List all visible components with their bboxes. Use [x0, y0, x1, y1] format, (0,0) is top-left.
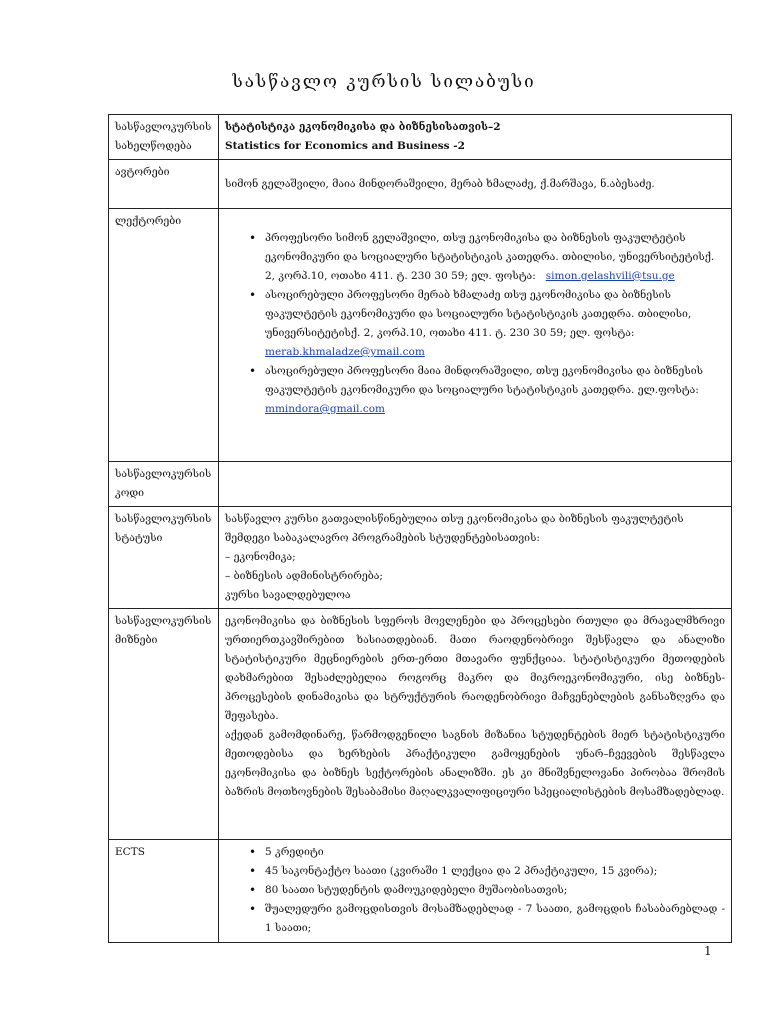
label-status: სასწავლოკურსის სტატუსი — [109, 507, 219, 609]
label-course-name: სასწავლოკურსის სახელწოდება — [109, 115, 219, 160]
value-ects — [219, 840, 732, 943]
ects-item: • 80 საათი სტუდენტის დამოუკიდებელი მუშაობისათვის; — [225, 881, 725, 900]
label-goals: სასწავლოკურსის მიზნები — [109, 609, 219, 840]
lecturer-item — [225, 229, 725, 286]
status-line: – ბიზნესის ადმინისტრირება; — [225, 570, 383, 582]
label-ects: ECTS — [109, 840, 219, 943]
ects-item: • 5 კრედიტი — [225, 843, 725, 862]
goals-paragraph: აქედან გამომდინარე, წარმოდგენილი საგნის მიზანია სტუდენტების მიერ სტატისტიკური მეთოდებისა და ხერხების პრაქტიკული გამოყენების უნარ–ჩვევების შესწავლა ეკონომიკისა და ბიზნეს სექტორების ანალიზში. ეს კი მნიშვნელოვანი პირობაა შრომის ბაზრის მოთხოვნების შესაბამისი მაღალკვალიფიციური სპეციალისტების მოსამზადებლად. — [225, 729, 725, 798]
table-row-code — [109, 462, 732, 507]
value-lecturers — [219, 209, 732, 462]
lecturer-email-link[interactable]: mmindora@gmail.com — [265, 403, 386, 415]
value-status — [219, 507, 732, 609]
table-row-authors — [109, 160, 732, 209]
value-course-name — [219, 115, 732, 160]
lecturer-item — [225, 286, 725, 362]
lecturer-info: პროფესორი სიმონ გელაშვილი, თსუ ეკონომიკისა და ბიზნესის ფაკულტეტის ეკონომიკური და სოციალური სტატისტიკის კათედრა. თბილისი, უნივერსიტეტისქ. 2, კორპ.10, ოთახი 411. ტ. 230 30 59; ელ. ფოსტა: — [265, 232, 715, 282]
table-row-lecturers — [109, 209, 732, 462]
table-row-status — [109, 507, 732, 609]
status-line: სასწავლო კურსი გათვალისწინებულია თსუ ეკონომიკისა და ბიზნესის ფაკულტეტის შემდეგი საბაკალავრო პროგრამების სტუდენტებისათვის: — [225, 513, 684, 544]
status-line: კურსი სავალდებულოა — [225, 589, 351, 601]
lecturer-item — [225, 362, 725, 419]
table-row-ects — [109, 840, 732, 943]
value-authors: სიმონ გელაშვილი, მაია მინდორაშვილი, მერაბ ხმალაძე, ქ.მარშავა, ნ.აბესაძე. — [219, 160, 732, 209]
ects-item: • შუალედური გამოცდისთვის მოსამზადებლად - 7 საათი, გამოცდის ჩასაბარებლად - 1 საათი; — [225, 900, 725, 938]
lecturer-email-link[interactable]: merab.khmaladze@ymail.com — [265, 346, 425, 358]
lecturer-list — [225, 229, 725, 419]
table-row-course-name — [109, 115, 732, 160]
lecturer-email-link[interactable]: simon.gelashvili@tsu.ge — [545, 270, 675, 282]
ects-item: • 45 საკონტაქტო საათი (კვირაში 1 ლექცია და 2 პრაქტიკული, 15 კვირა); — [225, 862, 725, 881]
label-code: სასწავლოკურსის კოდი — [109, 462, 219, 507]
value-code — [219, 462, 732, 507]
lecturer-info: ასოცირებული პროფესორი მაია მინდორაშვილი, თსუ ეკონომიკისა და ბიზნესის ფაკულტეტის ეკონომიკური და სოციალური სტატისტიკის კათედრა. ელ.ფოსტა: — [265, 365, 703, 396]
ects-list — [225, 843, 725, 938]
syllabus-table — [108, 114, 732, 943]
label-lecturers: ლექტორები — [109, 209, 219, 462]
goals-paragraph: ეკონომიკისა და ბიზნესის სფეროს მოვლენები და პროცესები რთული და მრავალმხრივი ურთიერთკავშირებით ხასიათდებიან. მათი რაოდენობრივი შესწავლა და ანალიზი სტატისტიკური მეცნიერების ერთ-ერთი მთავარი ფუნქციაა. სტატისტიკური მეთოდების დახმარებით შესაძლებელია როგორც მაკრო და მიკროეკონომიკური, ისე ბიზნეს-პროცესების დინამიკისა და სტრუქტურის რაოდენობრივი მაჩვენებლების განსაზღვრა და შეფასება. — [225, 615, 725, 722]
course-title-ka: სტატისტიკა ეკონომიკისა და ბიზნესისათვის–2 — [225, 121, 501, 133]
value-goals — [219, 609, 732, 840]
page-title: სასწავლო კურსის სილაბუსი — [232, 72, 536, 92]
page-number: 1 — [704, 944, 712, 958]
status-line: – ეკონომიკა; — [225, 551, 296, 563]
label-authors: ავტორები — [109, 160, 219, 209]
course-title-en: Statistics for Economics and Business -2 — [225, 140, 465, 152]
lecturer-info: ასოცირებული პროფესორი მერაბ ხმალაძე თსუ ეკონომიკისა და ბიზნესის ფაკულტეტის ეკონომიკური და სოციალური სტატისტიკის კათედრა. თბილისი, უნივერსიტეტისქ. 2, კორპ.10, ოთახი 411. ტ. 230 30 59; ელ. ფოსტა: — [265, 289, 692, 339]
table-row-goals — [109, 609, 732, 840]
